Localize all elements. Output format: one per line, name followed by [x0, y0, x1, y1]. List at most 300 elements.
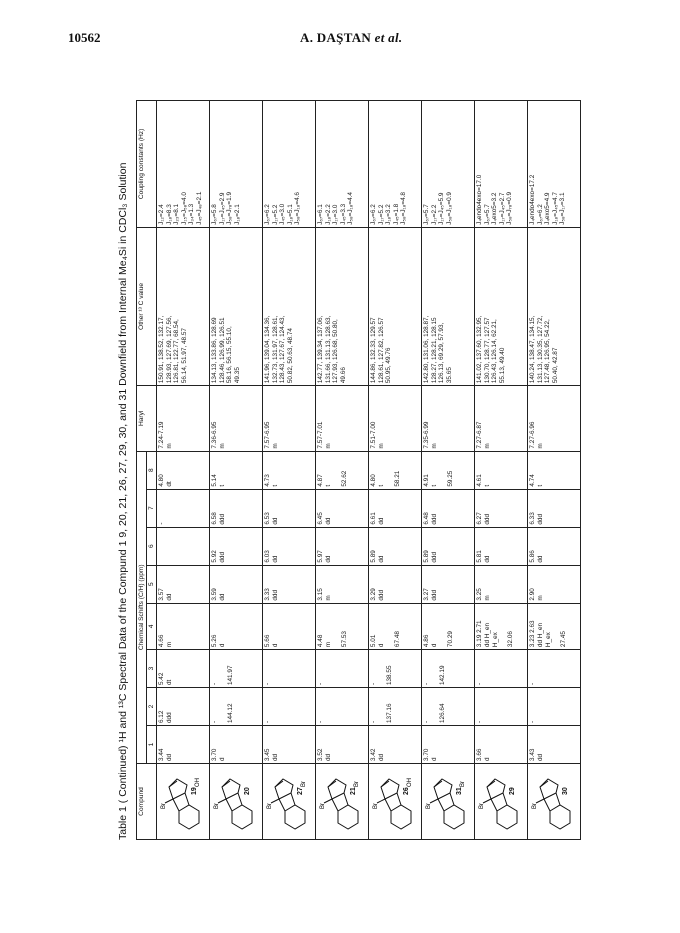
aryl-cell — [157, 386, 210, 451]
aryl-cell — [316, 386, 369, 451]
proton-shift: - — [370, 682, 377, 686]
shift-cell-4 — [475, 603, 528, 649]
proton-shift: - — [158, 522, 165, 525]
other-c13-cell — [316, 227, 369, 385]
proton-shift: - — [264, 682, 271, 686]
table-row — [157, 101, 210, 840]
shift-cell-1 — [475, 726, 528, 764]
multiplicity: ddd — [431, 551, 438, 563]
structure-drawing — [424, 773, 468, 837]
structure-drawing — [318, 773, 362, 837]
coupling-constants: J₄endo4exo=17.2 J₆₇=6.2 J₄exo5=4.9 J₁₈=J₄₅=4.7 J₅₈=J₁₇=3.1 — [529, 174, 567, 225]
shift-cell-6 — [369, 527, 422, 565]
multiplicity: dd — [272, 555, 279, 563]
shift-cell-5 — [210, 565, 263, 603]
other-c13-values: 150.91, 138.52, 132.17, 128.93, 127.69, 127.56, 126.81, 122.77, 68.54, 56.14, 51.97, 48.57 — [158, 315, 188, 384]
carbon-shift: 70.29 — [446, 631, 454, 648]
shift-cell-7 — [157, 489, 210, 527]
structure-drawing — [477, 773, 521, 837]
table-landscape — [112, 100, 582, 840]
compound-number: 29 — [509, 787, 516, 795]
carbon-shift: 137.16 — [386, 703, 393, 724]
multiplicity: m — [484, 595, 491, 601]
multiplicity: m — [166, 641, 173, 648]
other-c13-values: 142.77, 139.34, 137.06, 131.66, 131.13, 128.63, 127.93, 126.68, 50.80, 49.66 — [317, 315, 347, 384]
multiplicity: t — [431, 484, 438, 487]
coupling-cell — [157, 101, 210, 228]
substituent-label-a: Br — [426, 803, 432, 809]
col-pos-1: 1 — [147, 726, 157, 764]
table-row — [210, 101, 263, 840]
compound-number: 31 — [456, 787, 463, 795]
substituent-label-a: Br — [479, 803, 485, 809]
shift-cell-2 — [528, 688, 581, 726]
other-c13-values: 144.86, 132.33, 129.57 128.61, 127.82, 126.57 50.95, 49.76 — [370, 317, 393, 384]
shift-cell-2 — [210, 688, 263, 726]
structure-drawing — [530, 773, 574, 837]
shift-cell-2 — [422, 688, 475, 726]
multiplicity: dt — [166, 481, 173, 487]
shift-cell-4 — [369, 603, 422, 649]
multiplicity: ddd — [537, 513, 544, 525]
carbon-shift: 27.45 — [560, 631, 568, 648]
multiplicity: ddd — [219, 551, 226, 563]
other-c13-values: 141.02, 137.60, 132.95, 130.70, 128.77, 127.57 126.43, 126.14, 62.21, 55.13, 49.40 — [476, 315, 506, 384]
multiplicity: d — [484, 757, 491, 762]
aryl-cell — [369, 386, 422, 451]
multiplicity: dd H_en H_ex — [484, 622, 499, 648]
coupling-cell — [316, 101, 369, 228]
substituent-label-b: Br — [301, 781, 307, 787]
shift-cell-4 — [422, 603, 475, 649]
col-pos-6: 6 — [147, 527, 157, 565]
proton-shift: 6.58 — [211, 512, 218, 525]
other-c13-cell — [210, 227, 263, 385]
shift-cell-3 — [369, 650, 422, 688]
shift-cell-6 — [263, 527, 316, 565]
shift-cell-5 — [528, 565, 581, 603]
proton-shift: 4.80 — [158, 474, 165, 487]
shift-cell-3 — [475, 650, 528, 688]
shift-cell-2 — [475, 688, 528, 726]
multiplicity: dd — [325, 753, 332, 762]
other-c13-cell — [422, 227, 475, 385]
proton-shift: 3.59 — [211, 588, 218, 601]
multiplicity: d — [431, 643, 438, 648]
proton-shift: - — [370, 720, 377, 724]
shift-cell-1 — [210, 726, 263, 764]
proton-shift: 3.70 — [211, 748, 218, 762]
multiplicity: dd — [378, 753, 385, 762]
proton-shift: 4.80 — [370, 474, 377, 487]
proton-shift: 4.48 — [317, 634, 324, 648]
substituent-label-a: Br — [532, 803, 538, 809]
carbon-shift: 67.48 — [393, 631, 401, 648]
aryl-multiplicity: m — [272, 443, 279, 449]
multiplicity: ddd — [431, 513, 438, 525]
shift-cell-3 — [316, 650, 369, 688]
multiplicity: dd — [219, 593, 226, 601]
structure-drawing — [212, 773, 256, 837]
authors — [300, 30, 402, 46]
proton-shift: 5.14 — [211, 474, 218, 487]
shift-cell-5 — [157, 565, 210, 603]
aryl-cell — [263, 386, 316, 451]
structure-drawing — [265, 773, 309, 837]
shift-cell-2 — [369, 688, 422, 726]
shift-cell-8 — [528, 451, 581, 489]
multiplicity: dd — [484, 555, 491, 563]
shift-cell-1 — [528, 726, 581, 764]
coupling-constants: J₁₂=2.4 J₁₈=8.3 J₂₃=8.1 J₁₅=J₅₈=4.0 J₃₄=1.3 J₄₅=J₄₈=2.1 — [158, 191, 203, 225]
shift-cell-7 — [475, 489, 528, 527]
col-other: Other ¹³ C value — [137, 227, 157, 385]
table-body — [157, 101, 581, 840]
coupling-cell — [422, 101, 475, 228]
aryl-range: 7.57-6.95 — [264, 421, 271, 449]
author-suffix: et al. — [374, 30, 403, 45]
col-pos-5: 5 — [147, 565, 157, 603]
proton-shift: 5.86 — [529, 550, 536, 563]
table-row — [475, 101, 528, 840]
aryl-range: 7.27-6.96 — [529, 421, 536, 449]
multiplicity: dd H_en H_ex — [537, 622, 552, 648]
proton-shift: 4.87 — [317, 474, 324, 487]
proton-shift: 3.27 — [423, 588, 430, 601]
aryl-multiplicity: m — [484, 443, 491, 449]
col-pos-4: 4 — [147, 603, 157, 649]
multiplicity: d — [219, 643, 226, 648]
shift-cell-1 — [157, 726, 210, 764]
other-c13-cell — [263, 227, 316, 385]
proton-shift: 4.61 — [476, 474, 483, 487]
carbon-shift: 138.55 — [386, 665, 393, 686]
shift-cell-7 — [422, 489, 475, 527]
aryl-cell — [210, 386, 263, 451]
shift-cell-7 — [316, 489, 369, 527]
proton-shift: 5.42 — [158, 672, 165, 686]
multiplicity: t — [272, 484, 279, 487]
shift-cell-5 — [475, 565, 528, 603]
carbon-shift: 58.21 — [393, 470, 401, 487]
proton-shift: 6.03 — [264, 550, 271, 563]
multiplicity: ddd — [219, 513, 226, 525]
proton-shift: 5.89 — [423, 550, 430, 563]
multiplicity: m — [325, 641, 332, 648]
proton-shift: 3.70 — [423, 748, 430, 762]
aryl-multiplicity: m — [325, 443, 332, 449]
compound-structure-cell — [422, 764, 475, 840]
proton-shift: 3.66 — [476, 748, 483, 762]
shift-cell-1 — [316, 726, 369, 764]
proton-shift: 5.26 — [211, 634, 218, 648]
multiplicity: d — [219, 757, 226, 762]
multiplicity: dd — [166, 753, 173, 762]
coupling-cell — [210, 101, 263, 228]
shift-cell-5 — [369, 565, 422, 603]
rotated-table-region — [112, 100, 582, 840]
carbon-shift: 144.12 — [227, 703, 234, 724]
shift-cell-8 — [369, 451, 422, 489]
aryl-multiplicity: m — [378, 443, 385, 449]
multiplicity: dt — [166, 679, 173, 686]
proton-shift: 4.86 — [423, 634, 430, 648]
proton-shift: 3.45 — [264, 748, 271, 762]
other-c13-values: 134.13, 133.86, 128.69 128.46, 126.99, 126.51 58.16, 56.15, 55.10, 49.35 — [211, 317, 241, 384]
shift-cell-6 — [157, 527, 210, 565]
multiplicity: dd — [537, 555, 544, 563]
col-group-shifts: Chemical Schifts (C/H) (ppm) — [137, 451, 147, 763]
proton-shift: 3.23 2.63 — [529, 620, 536, 648]
proton-shift: 4.91 — [423, 474, 430, 487]
proton-shift: 5.81 — [476, 550, 483, 563]
shift-cell-3 — [157, 650, 210, 688]
proton-shift: - — [317, 720, 324, 724]
proton-shift: 6.45 — [317, 512, 324, 525]
compound-number: 19 — [191, 787, 198, 795]
author-name: A. DAŞTAN — [300, 30, 372, 45]
substituent-label-b: Br — [460, 781, 466, 787]
proton-shift: - — [211, 682, 218, 686]
proton-shift: - — [423, 682, 430, 686]
other-c13-cell — [528, 227, 581, 385]
aryl-cell — [422, 386, 475, 451]
page-number: 10562 — [68, 30, 101, 45]
multiplicity: d — [272, 643, 279, 648]
multiplicity: t — [484, 484, 491, 487]
carbon-shift: 52.62 — [340, 470, 348, 487]
shift-cell-8 — [210, 451, 263, 489]
col-pos-8: 8 — [147, 451, 157, 489]
col-aryl: Haryl — [137, 386, 157, 451]
aryl-multiplicity: m — [537, 443, 544, 449]
proton-shift: - — [317, 682, 324, 686]
running-head — [0, 30, 680, 50]
table-row — [263, 101, 316, 840]
multiplicity: d — [431, 757, 438, 762]
multiplicity: dd — [378, 517, 385, 525]
multiplicity: m — [537, 595, 544, 601]
proton-shift: - — [529, 682, 536, 686]
proton-shift: - — [423, 720, 430, 724]
shift-cell-7 — [263, 489, 316, 527]
shift-cell-1 — [263, 726, 316, 764]
substituent-label-a: Br — [373, 803, 379, 809]
other-c13-values: 142.80, 131.06, 128.87, 128.27, 128.21, 128.15 126.13, 69.29, 57.93, 35.65 — [423, 315, 453, 384]
col-compound: Compund — [137, 764, 157, 840]
multiplicity: dd — [537, 753, 544, 762]
compound-number: 20 — [244, 787, 251, 795]
compound-structure-cell — [528, 764, 581, 840]
proton-shift: 4.73 — [264, 474, 271, 487]
compound-structure-cell — [316, 764, 369, 840]
multiplicity: d — [378, 643, 385, 648]
proton-shift: 6.48 — [423, 512, 430, 525]
shift-cell-4 — [210, 603, 263, 649]
shift-cell-7 — [210, 489, 263, 527]
proton-shift: 3.15 — [317, 588, 324, 601]
aryl-cell — [475, 386, 528, 451]
compound-number: 27 — [297, 787, 304, 795]
structure-drawing — [159, 773, 203, 837]
aryl-range: 7.24-7.19 — [158, 421, 165, 449]
shift-cell-3 — [210, 650, 263, 688]
shift-cell-7 — [528, 489, 581, 527]
proton-shift: 5.01 — [370, 634, 377, 648]
multiplicity: t — [219, 484, 226, 487]
compound-structure-cell — [210, 764, 263, 840]
multiplicity: dd — [272, 517, 279, 525]
coupling-constants: J₆₇=6.2 J₁₇=5.2 J₄₅=3.0 J₁₈=5.1 J₅₈=J₁₈=4.6 — [264, 192, 302, 225]
substituent-label-a: Br — [320, 803, 326, 809]
substituent-label-b: Br — [354, 781, 360, 787]
proton-shift: - — [264, 720, 271, 724]
shift-cell-2 — [157, 688, 210, 726]
carbon-shift: 32.06 — [507, 631, 515, 648]
shift-cell-8 — [157, 451, 210, 489]
aryl-cell — [528, 386, 581, 451]
aryl-range: 7.35-6.99 — [423, 421, 430, 449]
shift-cell-5 — [263, 565, 316, 603]
proton-shift: 3.33 — [264, 588, 271, 601]
carbon-shift: 57.53 — [340, 631, 348, 648]
coupling-cell — [528, 101, 581, 228]
multiplicity: dd — [378, 555, 385, 563]
proton-shift: 6.61 — [370, 512, 377, 525]
proton-shift: 4.74 — [529, 474, 536, 487]
multiplicity: t — [537, 484, 544, 487]
other-c13-cell — [475, 227, 528, 385]
substituent-label-b: OH — [195, 778, 201, 787]
other-c13-values: 140.24, 138.47, 134.15, 131.13, 130.35, 127.72, 127.48, 126.95, 54.22, 50.40, 42.87 — [529, 315, 559, 384]
proton-shift: 3.43 — [529, 748, 536, 762]
col-pos-2: 2 — [147, 688, 157, 726]
proton-shift: - — [529, 720, 536, 724]
proton-shift: - — [476, 720, 483, 724]
table-row — [369, 101, 422, 840]
shift-cell-3 — [422, 650, 475, 688]
shift-cell-8 — [263, 451, 316, 489]
shift-cell-6 — [422, 527, 475, 565]
other-c13-cell — [369, 227, 422, 385]
proton-shift: 5.66 — [264, 634, 271, 648]
table-row — [422, 101, 475, 840]
multiplicity: t — [378, 484, 385, 487]
proton-shift: 3.19 2.71 — [476, 620, 483, 648]
proton-shift: 6.27 — [476, 512, 483, 525]
shift-cell-6 — [210, 527, 263, 565]
shift-cell-3 — [263, 650, 316, 688]
compound-structure-cell — [263, 764, 316, 840]
proton-shift: 3.42 — [370, 748, 377, 762]
compound-number: 26 — [403, 787, 410, 795]
coupling-constants: J₆₇=5.7 J₁₇=2.2 J₁₇=J₄₅=5.9 J₅₈=J₁₈=0.9 — [423, 192, 453, 225]
substituent-label-a: Br — [161, 803, 167, 809]
shift-cell-1 — [422, 726, 475, 764]
coupling-constants: J₄endo4exo=17.0 J₆₇=5.7 J₄exo5=3.2 J₁₇=J₄₅=2.7 J₅₈=J₇₈=0.9 — [476, 174, 514, 225]
substituent-label-a: Br — [267, 803, 273, 809]
shift-cell-8 — [316, 451, 369, 489]
proton-shift: 2.90 — [529, 588, 536, 601]
proton-shift: 5.97 — [317, 550, 324, 563]
multiplicity: m — [325, 595, 332, 601]
shift-cell-6 — [528, 527, 581, 565]
proton-shift: 3.25 — [476, 588, 483, 601]
compound-structure-cell — [157, 764, 210, 840]
proton-shift: - — [476, 682, 483, 686]
shift-cell-8 — [422, 451, 475, 489]
other-c13-cell — [157, 227, 210, 385]
aryl-range: 7.57-7.01 — [317, 421, 324, 449]
other-c13-values: 141.96, 139.04, 134.36, 132.73, 131.97, 128.61, 128.43, 127.67, 124.43, 50.82, 50.63, 48.74 — [264, 315, 294, 384]
aryl-range: 7.27-6.87 — [476, 421, 483, 449]
multiplicity: t — [325, 484, 332, 487]
aryl-range: 7.51-7.00 — [370, 421, 377, 449]
carbon-shift: 142.19 — [439, 665, 446, 686]
proton-shift: 6.33 — [529, 512, 536, 525]
col-pos-7: 7 — [147, 489, 157, 527]
multiplicity: ddd — [431, 589, 438, 601]
multiplicity: dd — [325, 517, 332, 525]
multiplicity: ddd — [272, 589, 279, 601]
table-row — [316, 101, 369, 840]
col-coupling: Coupling constants (Hz) — [137, 101, 157, 228]
table-row — [528, 101, 581, 840]
shift-cell-6 — [316, 527, 369, 565]
compound-number: 30 — [562, 787, 569, 795]
shift-cell-3 — [528, 650, 581, 688]
proton-shift: 5.89 — [370, 550, 377, 563]
table-caption: Table 1 ( Continued) ¹H and ¹³C Spectral Data of the Compund 1 9, 20, 21, 26, 27, 29, 30, and 31 Downfield from Internal Me₄Si in CDCl₃ Solution — [117, 162, 129, 840]
proton-shift: - — [211, 720, 218, 724]
carbon-shift: 59.25 — [446, 470, 454, 487]
shift-cell-2 — [263, 688, 316, 726]
shift-cell-4 — [263, 603, 316, 649]
shift-cell-6 — [475, 527, 528, 565]
shift-cell-4 — [528, 603, 581, 649]
proton-shift: 5.92 — [211, 550, 218, 563]
multiplicity: ddd — [378, 589, 385, 601]
shift-cell-4 — [316, 603, 369, 649]
coupling-cell — [263, 101, 316, 228]
proton-shift: 3.44 — [158, 748, 165, 762]
coupling-constants: J₆₇=6.2 J₁₇=5.2 J₁₈=3.2 J₄₅=1.8 J₅₈=J₁₈=4.8 — [370, 192, 408, 225]
shift-cell-4 — [157, 603, 210, 649]
proton-shift: 6.53 — [264, 512, 271, 525]
coupling-cell — [475, 101, 528, 228]
multiplicity: dd — [272, 753, 279, 762]
proton-shift: 3.57 — [158, 588, 165, 601]
shift-cell-8 — [475, 451, 528, 489]
aryl-multiplicity: m — [431, 443, 438, 449]
multiplicity: ddd — [484, 513, 491, 525]
coupling-cell — [369, 101, 422, 228]
header-row-1 — [137, 101, 147, 840]
carbon-shift: 141.97 — [227, 665, 234, 686]
coupling-constants: J₆₇=6.1 J₁₈=2.2 J₁₇=3.0 J₄₅=3.3 J₅₈=J₁₈=4.4 — [317, 192, 355, 225]
shift-cell-1 — [369, 726, 422, 764]
proton-shift: 3.29 — [370, 588, 377, 601]
aryl-range: 7.36-6.95 — [211, 421, 218, 449]
proton-shift: 6.12 — [158, 710, 165, 724]
shift-cell-5 — [422, 565, 475, 603]
substituent-label-a: Br — [214, 803, 220, 809]
proton-shift: 4.66 — [158, 634, 165, 648]
coupling-constants: J₆₇=5.8 J₁₇=J₄₅=2.9 J₅₈=J₇₈=1.9 J₁₈=2.1 — [211, 191, 241, 225]
multiplicity: ddd — [166, 712, 173, 724]
col-pos-3: 3 — [147, 650, 157, 688]
carbon-shift: 126.64 — [439, 703, 446, 724]
